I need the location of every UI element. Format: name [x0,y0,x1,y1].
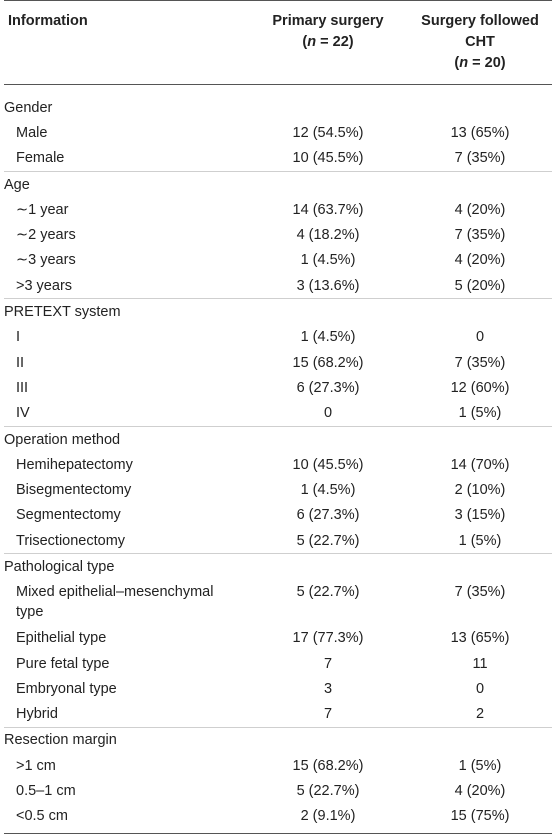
row-label: Embryonal type [16,680,117,697]
table-row [4,702,552,728]
group-label: Operation method [4,431,121,448]
header-primary-n: = 22) [316,34,354,50]
table-row [4,804,552,834]
row-label [4,580,248,626]
row-label: II [16,354,25,371]
table-row [4,528,552,554]
table-row [4,753,552,778]
row-label-line-2: type [16,603,44,620]
table-row [4,273,552,299]
table-row [4,197,552,222]
primary-surgery-value: 7 [323,706,333,723]
surgery-cht-value: 7 (35%) [454,354,506,371]
primary-surgery-value: 10 (45.5%) [292,150,364,167]
surgery-cht-value: 1 (5%) [458,405,502,422]
surgery-cht-value: 12 (60%) [450,379,510,396]
row-label: Pure fetal type [16,655,110,672]
header-cht-title-2: CHT [465,34,495,50]
surgery-cht-value: 2 (10%) [454,482,506,499]
primary-surgery-value: 6 (27.3%) [296,507,360,524]
surgery-cht-value: 4 (20%) [454,201,506,218]
table-row [4,676,552,701]
header-cht-title-1: Surgery followed [421,13,539,29]
primary-surgery-value: 1 (4.5%) [300,329,356,346]
header-primary-n-open: ( [302,34,308,50]
surgery-cht-value: 5 (20%) [454,277,506,294]
row-label: Male [16,124,48,141]
primary-surgery-value: 10 (45.5%) [292,456,364,473]
header-primary-title: Primary surgery [272,13,384,29]
table-row [4,626,552,651]
primary-surgery-value: 14 (63.7%) [292,201,364,218]
row-label: Bisegmentectomy [16,482,132,499]
surgery-cht-value: 0 [475,329,485,346]
row-label: <0.5 cm [16,808,68,825]
header-information: Information [8,13,88,29]
primary-surgery-value: 1 (4.5%) [300,252,356,269]
header-cht-n-open: ( [454,55,460,71]
row-label: Epithelial type [16,630,107,647]
surgery-cht-value: 7 (35%) [454,227,506,244]
primary-surgery-value: 3 (13.6%) [296,277,360,294]
primary-surgery-value: 17 (77.3%) [292,630,364,647]
group-row [4,426,552,452]
surgery-cht-value: 7 (35%) [454,150,506,167]
group-label: Resection margin [4,732,117,749]
row-label: ∼2 years [16,227,76,244]
row-label: Hybrid [16,706,58,723]
primary-surgery-value: 1 (4.5%) [300,482,356,499]
table-row [4,401,552,427]
surgery-cht-value: 13 (65%) [450,630,510,647]
surgery-cht-value: 1 (5%) [458,757,502,774]
primary-surgery-value: 12 (54.5%) [292,124,364,141]
primary-surgery-value: 5 (22.7%) [296,583,360,600]
surgery-cht-value: 4 (20%) [454,783,506,800]
table-header [4,1,552,85]
surgery-cht-value: 14 (70%) [450,456,510,473]
header-surgery-cht [408,1,552,85]
row-label: I [16,329,21,346]
surgery-cht-value: 4 (20%) [454,252,506,269]
primary-surgery-value: 15 (68.2%) [292,757,364,774]
header-primary-surgery [248,1,408,85]
row-label: IV [16,405,30,422]
surgery-cht-value: 2 [475,706,485,723]
primary-surgery-value: 5 (22.7%) [296,783,360,800]
row-label: Hemihepatectomy [16,456,133,473]
table-row [4,146,552,172]
table-row [4,580,552,626]
table-row [4,325,552,350]
surgery-cht-value: 13 (65%) [450,124,510,141]
row-label: >3 years [16,277,73,294]
group-label: PRETEXT system [4,304,121,321]
table-row [4,120,552,145]
table-row [4,778,552,803]
surgery-cht-value: 3 (15%) [454,507,506,524]
group-row [4,95,552,120]
row-label: >1 cm [16,757,56,774]
row-label: ∼1 year [16,201,69,218]
group-label: Age [4,176,30,193]
surgery-cht-value: 1 (5%) [458,532,502,549]
primary-surgery-value: 6 (27.3%) [296,379,360,396]
spacer-row [4,85,552,96]
table-row [4,503,552,528]
primary-surgery-value: 4 (18.2%) [296,227,360,244]
row-label: ∼3 years [16,252,76,269]
group-row [4,299,552,325]
row-label: Female [16,150,65,167]
row-label: III [16,379,29,396]
row-label: 0.5–1 cm [16,783,76,800]
primary-surgery-value: 15 (68.2%) [292,354,364,371]
table-row [4,651,552,676]
table-row [4,248,552,273]
header-primary-n-var: n [307,34,317,50]
row-label: Segmentectomy [16,507,121,524]
primary-surgery-value: 5 (22.7%) [296,532,360,549]
surgery-cht-value: 15 (75%) [450,808,510,825]
row-label-line-1: Mixed epithelial–mesenchymal [16,583,214,600]
group-row [4,554,552,580]
primary-surgery-value: 2 (9.1%) [300,808,356,825]
group-label: Pathological type [4,558,115,575]
primary-surgery-value: 0 [323,405,333,422]
surgery-cht-value: 0 [475,680,485,697]
primary-surgery-value: 3 [323,680,333,697]
header-row [4,1,552,85]
table-row [4,477,552,502]
table-row [4,350,552,375]
table-body [4,85,552,834]
header-cht-n-var: n [459,55,469,71]
group-row [4,171,552,197]
group-row [4,727,552,753]
surgery-cht-value: 7 (35%) [454,583,506,600]
primary-surgery-value: 7 [323,655,333,672]
table-row [4,452,552,477]
header-cht-n: = 20) [468,55,506,71]
group-label: Gender [4,99,53,116]
table-row [4,222,552,247]
table-row [4,375,552,400]
row-label: Trisectionectomy [16,532,126,549]
clinical-characteristics-table [4,0,552,834]
surgery-cht-value: 11 [472,655,488,672]
